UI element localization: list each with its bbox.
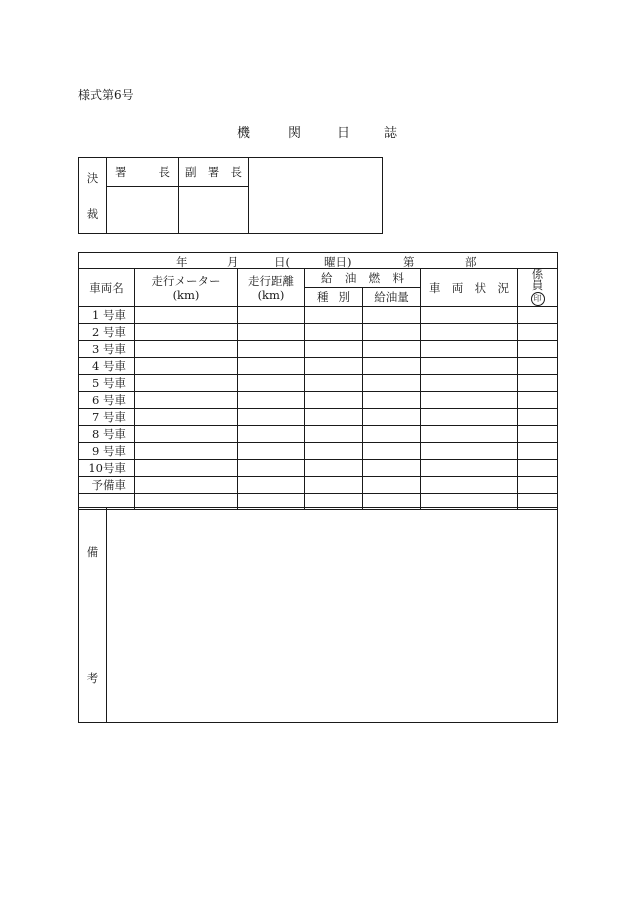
fuel-type-cell[interactable] — [305, 477, 363, 494]
distance-cell[interactable] — [238, 307, 305, 324]
title-char: 誌 — [384, 126, 398, 141]
chief-signature-cell[interactable] — [107, 187, 179, 234]
fuel-type-cell[interactable] — [305, 460, 363, 477]
remarks-label: 備 考 — [79, 508, 107, 723]
fuel-type-cell[interactable] — [305, 409, 363, 426]
approval-blank-cell[interactable] — [249, 158, 383, 234]
vehicle-name-cell: 1 号車 — [79, 307, 135, 324]
vehicle-status-cell[interactable] — [421, 324, 518, 341]
fuel-amount-cell[interactable] — [363, 307, 421, 324]
fuel-amount-cell[interactable] — [363, 358, 421, 375]
title-char: 関 — [288, 126, 302, 141]
odometer-cell[interactable] — [135, 460, 238, 477]
vehicle-status-cell[interactable] — [421, 358, 518, 375]
fuel-type-cell[interactable] — [305, 358, 363, 375]
vehicle-status-cell[interactable] — [421, 443, 518, 460]
staff-cell[interactable] — [518, 307, 558, 324]
fuel-amount-cell[interactable] — [363, 460, 421, 477]
odometer-cell[interactable] — [135, 409, 238, 426]
staff-cell[interactable] — [518, 392, 558, 409]
col-fuel: 給 油 燃 料 — [305, 269, 421, 288]
vehicle-name-cell: 6 号車 — [79, 392, 135, 409]
table-row — [79, 477, 558, 494]
table-row — [79, 358, 558, 375]
odometer-cell[interactable] — [135, 307, 238, 324]
odometer-cell[interactable] — [135, 443, 238, 460]
vehicle-status-cell[interactable] — [421, 341, 518, 358]
staff-cell[interactable] — [518, 426, 558, 443]
table-row — [79, 341, 558, 358]
vehicle-status-cell[interactable] — [421, 409, 518, 426]
table-row — [79, 307, 558, 324]
vehicle-name-cell: 2 号車 — [79, 324, 135, 341]
col-vehicle-status: 車 両 状 況 — [421, 269, 518, 307]
fuel-type-cell[interactable] — [305, 375, 363, 392]
kessai-label: 決 裁 — [79, 158, 107, 234]
vehicle-name-cell: 10号車 — [79, 460, 135, 477]
fuel-amount-cell[interactable] — [363, 324, 421, 341]
fuel-amount-cell[interactable] — [363, 409, 421, 426]
fuel-amount-cell[interactable] — [363, 477, 421, 494]
chief-header: 署 長 — [107, 158, 179, 187]
vehicle-status-cell[interactable] — [421, 375, 518, 392]
vehicle-name-cell: 5 号車 — [79, 375, 135, 392]
fuel-type-cell[interactable] — [305, 307, 363, 324]
col-fuel-type: 種 別 — [305, 288, 363, 307]
distance-cell[interactable] — [238, 477, 305, 494]
distance-cell[interactable] — [238, 392, 305, 409]
table-row — [79, 426, 558, 443]
col-distance: 走行距離 (km) — [238, 269, 305, 307]
staff-cell[interactable] — [518, 477, 558, 494]
odometer-cell[interactable] — [135, 477, 238, 494]
fuel-amount-cell[interactable] — [363, 392, 421, 409]
fuel-amount-cell[interactable] — [363, 341, 421, 358]
title-char: 機 — [237, 126, 251, 141]
vehicle-status-cell[interactable] — [421, 426, 518, 443]
vehicle-name-cell: 7 号車 — [79, 409, 135, 426]
deputy-chief-header: 副 署 長 — [179, 158, 249, 187]
col-fuel-amount: 給油量 — [363, 288, 421, 307]
fuel-amount-cell[interactable] — [363, 426, 421, 443]
odometer-cell[interactable] — [135, 392, 238, 409]
table-row — [79, 409, 558, 426]
fuel-type-cell[interactable] — [305, 443, 363, 460]
vehicle-name-cell: 3 号車 — [79, 341, 135, 358]
staff-cell[interactable] — [518, 341, 558, 358]
distance-cell[interactable] — [238, 324, 305, 341]
distance-cell[interactable] — [238, 460, 305, 477]
deputy-chief-signature-cell[interactable] — [179, 187, 249, 234]
title-char: 日 — [337, 126, 351, 141]
table-row — [79, 392, 558, 409]
col-staff: 係 員 印 — [518, 269, 558, 307]
staff-cell[interactable] — [518, 324, 558, 341]
remarks-area[interactable] — [107, 508, 558, 723]
distance-cell[interactable] — [238, 358, 305, 375]
staff-cell[interactable] — [518, 375, 558, 392]
staff-cell[interactable] — [518, 409, 558, 426]
vehicle-status-cell[interactable] — [421, 392, 518, 409]
odometer-cell[interactable] — [135, 375, 238, 392]
form-number: 様式第6号 — [78, 88, 134, 102]
fuel-type-cell[interactable] — [305, 341, 363, 358]
fuel-type-cell[interactable] — [305, 324, 363, 341]
table-row — [79, 460, 558, 477]
vehicle-log-table — [78, 252, 558, 510]
col-odometer: 走行メーター (km) — [135, 269, 238, 307]
staff-cell[interactable] — [518, 460, 558, 477]
odometer-cell[interactable] — [135, 341, 238, 358]
vehicle-name-cell: 8 号車 — [79, 426, 135, 443]
distance-cell[interactable] — [238, 375, 305, 392]
odometer-cell[interactable] — [135, 358, 238, 375]
distance-cell[interactable] — [238, 341, 305, 358]
odometer-cell[interactable] — [135, 426, 238, 443]
vehicle-status-cell[interactable] — [421, 477, 518, 494]
odometer-cell[interactable] — [135, 324, 238, 341]
vehicle-name-cell: 4 号車 — [79, 358, 135, 375]
fuel-type-cell[interactable] — [305, 426, 363, 443]
table-row — [79, 375, 558, 392]
fuel-amount-cell[interactable] — [363, 443, 421, 460]
distance-cell[interactable] — [238, 443, 305, 460]
table-row — [79, 324, 558, 341]
vehicle-name-cell: 予備車 — [79, 477, 135, 494]
fuel-type-cell[interactable] — [305, 392, 363, 409]
vehicle-name-cell: 9 号車 — [79, 443, 135, 460]
approval-block — [78, 157, 383, 234]
col-vehicle-name: 車両名 — [79, 269, 135, 307]
remarks-block — [78, 507, 558, 723]
date-row[interactable]: 年 月 日( 曜日) 第 部 — [79, 253, 558, 269]
vehicle-status-cell[interactable] — [421, 307, 518, 324]
distance-cell[interactable] — [238, 409, 305, 426]
distance-cell[interactable] — [238, 426, 305, 443]
seal-mark: 印 — [531, 292, 545, 306]
table-row — [79, 443, 558, 460]
vehicle-status-cell[interactable] — [421, 460, 518, 477]
staff-cell[interactable] — [518, 358, 558, 375]
staff-cell[interactable] — [518, 443, 558, 460]
fuel-amount-cell[interactable] — [363, 375, 421, 392]
